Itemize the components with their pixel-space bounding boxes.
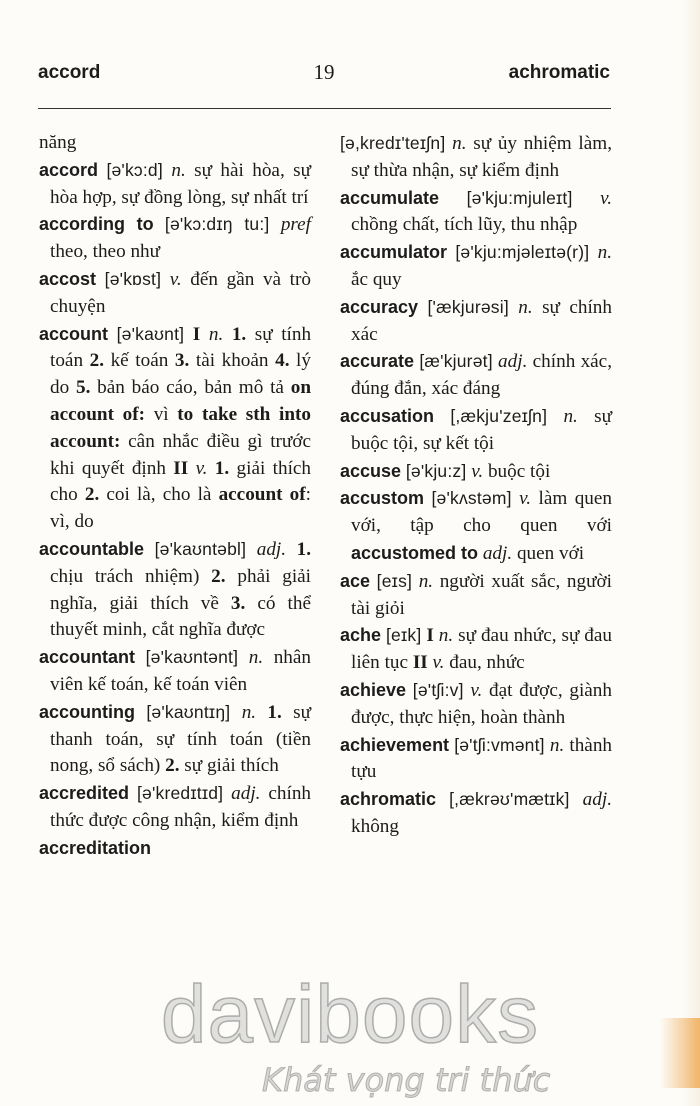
headword: according to — [39, 214, 154, 235]
part-of-speech: v. — [195, 457, 208, 479]
headword: accredited — [39, 783, 130, 804]
definition-text: chịu trách nhiệm) — [50, 565, 212, 587]
definition-text: chính xác, đúng đắn, xác đáng — [351, 351, 612, 400]
definition-text — [246, 539, 257, 560]
definition-text: sự giải thích — [179, 755, 279, 777]
definition-text: năng — [39, 132, 77, 153]
left-column — [39, 130, 311, 863]
part-of-speech: n. — [418, 570, 434, 592]
bold-text: 1. — [214, 457, 230, 479]
bold-text: 1. — [231, 323, 247, 345]
watermark-brand: davibooks — [160, 969, 540, 1060]
dictionary-entry — [39, 780, 311, 835]
definition-text — [286, 539, 297, 560]
pronunciation: [ə,kredɪ'teɪʃn] — [340, 133, 446, 153]
dictionary-entry — [39, 130, 311, 157]
definition-text: người xuất sắc, người tài giỏi — [351, 570, 612, 619]
definition-text — [144, 539, 155, 560]
part-of-speech: adj. — [582, 789, 612, 811]
header-rule — [38, 108, 611, 109]
pronunciation: [ə'kaʊntəbl] — [154, 538, 247, 559]
bold-text: 5. — [75, 377, 91, 399]
bold-text: 1. — [267, 701, 282, 723]
definition-text: sự đau nhức, sự đau liên tục — [351, 625, 612, 674]
part-of-speech: v. — [470, 679, 483, 701]
part-of-speech: v. — [519, 488, 532, 510]
headword: accuracy — [340, 296, 419, 317]
definition-text — [573, 188, 601, 209]
definition-text: sự buộc tội, sự kết tội — [351, 405, 612, 454]
definition-text: vì — [145, 403, 178, 425]
definition-text — [547, 406, 563, 427]
dictionary-entry — [39, 644, 311, 699]
bold-text: 4. — [275, 350, 290, 372]
headword: accumulate — [340, 187, 440, 208]
dictionary-entry — [340, 786, 612, 841]
definition-text: sự chính xác — [351, 296, 612, 345]
definition-text: thành tựu — [351, 734, 613, 783]
definition-text: coi là, cho là — [99, 484, 219, 506]
part-of-speech: pref — [280, 214, 312, 236]
bold-text: 2. — [89, 350, 105, 372]
definition-text — [436, 789, 449, 810]
bold-text: 1. — [296, 538, 312, 560]
bold-text: on account of: — [50, 377, 311, 425]
dictionary-entry — [340, 485, 612, 567]
definition-text: sự tính toán — [50, 323, 312, 372]
definition-text: sự hài hòa, sự hòa hợp, sự đồng lòng, sự nhất trí — [50, 159, 312, 208]
headword: accustom — [340, 488, 425, 509]
headword: accreditation — [39, 837, 152, 858]
part-of-speech: n. — [171, 159, 186, 181]
pronunciation: [ə'kʌstəm] — [431, 488, 512, 509]
definition-text: chồng chất, tích lũy, thu nhập — [351, 214, 578, 236]
definition-text — [509, 297, 518, 318]
definition-text — [406, 680, 413, 701]
headword: achievement — [340, 734, 450, 755]
headword: accuse — [340, 460, 402, 481]
headword: accountant — [39, 647, 136, 668]
definition-text — [269, 214, 280, 235]
pronunciation: [ə'kaʊntənt] — [145, 647, 239, 668]
definition-text: quen với — [512, 542, 585, 564]
pronunciation: ['ækjurəsi] — [427, 296, 509, 317]
definition-text — [230, 702, 241, 723]
definition-text: có thể thuyết minh, cắt nghĩa được — [50, 592, 311, 641]
definition-text: đến gần và trò chuyện — [50, 268, 311, 317]
headword: account — [39, 323, 109, 344]
page-number: 19 — [313, 60, 335, 84]
definition-text: bản báo cáo, bản mô tả — [90, 377, 291, 399]
definition-text — [570, 789, 583, 810]
definition-text — [412, 571, 419, 592]
headword: achromatic — [340, 789, 437, 810]
definition-text — [238, 647, 249, 668]
headword: accusation — [340, 405, 435, 426]
dictionary-entry — [39, 835, 311, 863]
bold-text: 3. — [230, 592, 246, 614]
page-edge-tint — [660, 1018, 700, 1088]
pronunciation: [ə'kju:z] — [405, 460, 467, 481]
headword: accost — [39, 268, 97, 289]
part-of-speech: n. — [241, 701, 257, 723]
pronunciation: [ə'tʃi:v] — [412, 679, 464, 700]
dictionary-entry — [340, 130, 612, 185]
part-of-speech: adj. — [498, 351, 528, 373]
definition-text: giải thích cho — [50, 457, 312, 506]
part-of-speech: v. — [471, 460, 484, 482]
part-of-speech: v. — [169, 268, 182, 290]
bold-text: II — [173, 457, 189, 479]
watermark-tagline: Khát vọng tri thức — [262, 1061, 551, 1099]
headword: accord — [39, 159, 99, 180]
pronunciation: [ə'tʃi:vmənt] — [454, 734, 545, 755]
part-of-speech: n. — [518, 296, 533, 318]
pronunciation: [eɪs] — [376, 570, 413, 591]
pronunciation: [ə'kaʊnt] — [116, 323, 185, 344]
dictionary-entry — [39, 266, 311, 321]
part-of-speech: v. — [432, 652, 445, 674]
dictionary-entry — [340, 622, 612, 677]
left-guide-word: accord — [38, 62, 101, 83]
definition-text: tài khoản — [189, 350, 276, 372]
definition-text — [184, 324, 193, 345]
definition-text: cân nhắc điều gì trước khi quyết định — [50, 430, 311, 479]
part-of-speech: n. — [208, 323, 224, 345]
definition-text — [135, 647, 146, 668]
dictionary-entry — [39, 211, 311, 266]
bold-text: 2. — [211, 565, 226, 587]
definition-text: đạt được, giành được, thực hiện, hoàn thành — [351, 679, 612, 728]
bold-text: I — [192, 323, 201, 345]
bold-text: to take sth into account: — [50, 403, 311, 452]
pronunciation: [ə'kɒst] — [104, 268, 162, 289]
definition-text — [207, 458, 214, 479]
definition-text — [439, 188, 467, 209]
part-of-speech: n. — [248, 647, 264, 669]
dictionary-entry — [340, 732, 612, 787]
definition-text: ắc quy — [351, 268, 402, 290]
right-column — [340, 130, 612, 841]
definition-text — [200, 324, 209, 345]
pronunciation: [ə'kaʊntɪŋ] — [146, 701, 231, 722]
right-guide-word: achromatic — [508, 62, 610, 83]
definition-text — [188, 458, 195, 479]
bold-text: I — [426, 625, 434, 647]
pronunciation: [ə'kredɪtɪd] — [136, 783, 224, 804]
pronunciation: [,ækrəʊ'mætɪk] — [449, 789, 570, 810]
definition-text: theo, theo như — [50, 241, 161, 263]
pronunciation: [ə'kju:mjəleɪtə(r)] — [455, 242, 590, 263]
dictionary-entry — [340, 458, 612, 486]
definition-text: nhân viên kế toán, kế toán viên — [50, 647, 311, 695]
definition-text: lý do — [50, 350, 311, 399]
definition-text — [434, 406, 450, 427]
definition-text — [129, 783, 137, 804]
definition-text — [256, 702, 267, 723]
definition-text: chính thức được công nhận, kiểm định — [50, 783, 312, 831]
definition-text — [135, 702, 146, 723]
definition-text: : vì, do — [50, 484, 311, 533]
part-of-speech: adj. — [482, 542, 513, 564]
headword: accumulator — [340, 242, 448, 263]
definition-text: kế toán — [104, 350, 175, 372]
definition-text: phải giải nghĩa, giải thích về — [50, 565, 311, 614]
dictionary-entry — [39, 699, 311, 780]
definition-text — [589, 242, 597, 263]
pronunciation: [ə'kɔ:d] — [106, 159, 163, 180]
definition-text: sự ủy nhiệm làm, sự thừa nhận, sự kiểm định — [351, 133, 612, 181]
pronunciation: [eɪk] — [385, 625, 422, 646]
pronunciation: [ə'kɔ:dɪŋ tu:] — [164, 214, 270, 235]
pronunciation: [æ'kjurət] — [419, 351, 493, 372]
pronunciation: [ə'kju:mjuleɪt] — [466, 187, 573, 208]
definition-text — [370, 571, 377, 592]
headword: accounting — [39, 701, 136, 722]
definition-text — [223, 324, 232, 345]
definition-text: đau, nhức — [444, 652, 525, 674]
headword: achieve — [340, 679, 407, 700]
dictionary-entry — [39, 536, 311, 644]
headword: accustomed to — [351, 542, 479, 563]
definition-text: không — [351, 815, 399, 837]
definition-text — [154, 214, 165, 235]
part-of-speech: adj. — [231, 783, 261, 805]
part-of-speech: n. — [597, 242, 612, 264]
definition-text — [161, 269, 170, 290]
part-of-speech: v. — [600, 187, 613, 209]
definition-text — [223, 783, 231, 804]
dictionary-entry — [39, 321, 311, 536]
headword: ache — [340, 625, 382, 646]
part-of-speech: n. — [563, 405, 578, 427]
part-of-speech: n. — [438, 625, 454, 647]
definition-text: buộc tội — [483, 460, 551, 482]
page-edge-shading — [682, 0, 700, 1106]
dictionary-entry — [340, 677, 612, 732]
headword: accountable — [39, 538, 145, 559]
dictionary-entry — [340, 403, 612, 458]
part-of-speech: n. — [549, 734, 565, 756]
headword: ace — [340, 570, 371, 591]
definition-text: làm quen với, tập cho quen với — [351, 488, 612, 537]
dictionary-entry — [340, 348, 612, 403]
dictionary-entry — [340, 294, 612, 349]
bold-text: 2. — [84, 484, 100, 506]
headword: accurate — [340, 351, 415, 372]
dictionary-entry — [340, 185, 612, 240]
pronunciation: [,ækju'zeɪʃn] — [450, 405, 548, 426]
bold-text: account of — [218, 484, 306, 506]
definition-text — [96, 269, 105, 290]
bold-text: 2. — [165, 755, 180, 777]
dictionary-entry — [340, 239, 612, 294]
dictionary-entry — [340, 568, 612, 623]
definition-text: sự thanh toán, sự tính toán (tiền nong, sổ sách) — [50, 701, 312, 777]
dictionary-entry — [39, 157, 311, 212]
bold-text: II — [412, 652, 428, 674]
bold-text: 3. — [174, 350, 190, 372]
page-header — [38, 58, 610, 88]
definition-text — [108, 324, 117, 345]
part-of-speech: n. — [452, 133, 467, 154]
part-of-speech: adj. — [256, 538, 287, 560]
